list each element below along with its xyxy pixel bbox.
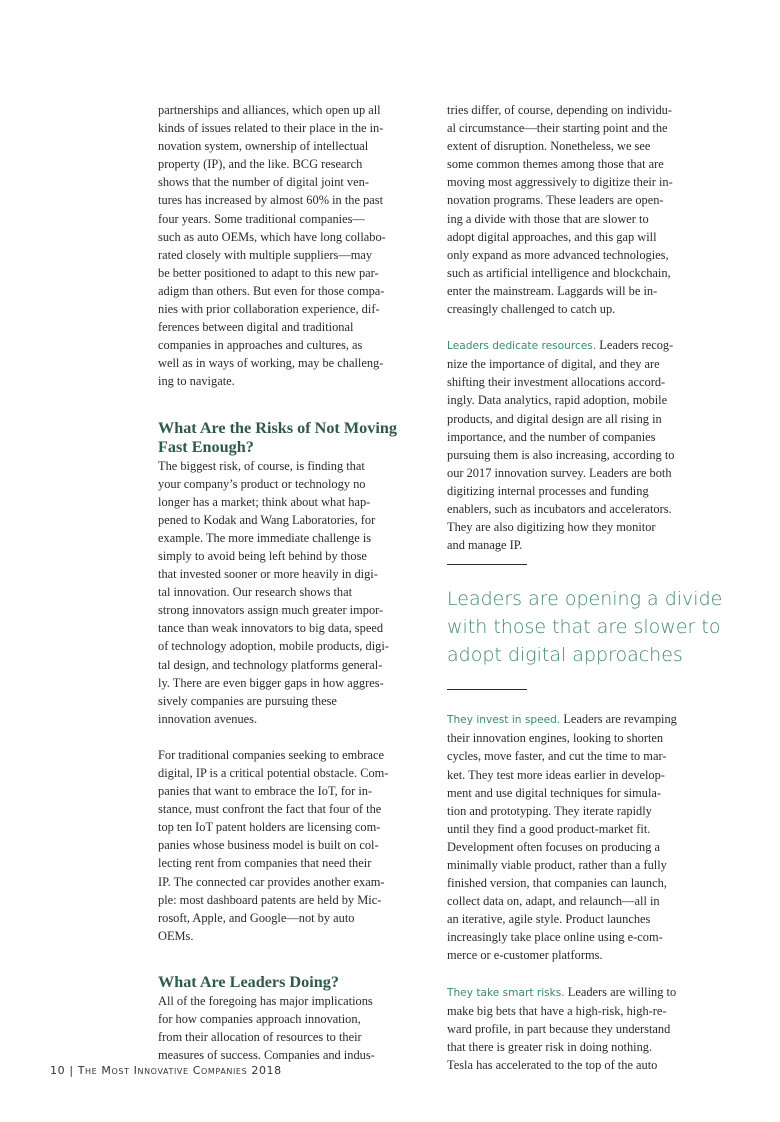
text-line: nies with prior collaboration experience, dif- xyxy=(158,302,380,317)
body-paragraph xyxy=(158,746,430,945)
text-line: cycles, move faster, and cut the time to mar- xyxy=(447,749,667,764)
text-line: with those that are slower to xyxy=(447,616,721,639)
text-line: property (IP), and the like. BCG research xyxy=(158,157,363,172)
text-line: tures has increased by almost 60% in the past xyxy=(158,193,384,208)
text-line: tal innovation. Our research shows that xyxy=(158,585,353,600)
body-paragraph xyxy=(447,1002,721,1074)
text-line: minimally viable product, rather than a fully xyxy=(447,858,667,872)
text-line: stance, must confront the fact that four of the xyxy=(158,802,382,817)
text-line: only expand as more advanced technologies, xyxy=(447,247,669,262)
text-line: longer has a market; think about what hap- xyxy=(158,494,371,509)
text-line: Tesla has accelerated to the top of the auto xyxy=(447,1057,658,1072)
text-line: example. The more immediate challenge is xyxy=(158,530,372,545)
text-line: What Are the Risks of Not Moving xyxy=(158,418,397,437)
body-paragraph xyxy=(158,457,430,728)
lead-in-risks: They take smart risks. xyxy=(447,986,565,999)
text-line: innovation avenues. xyxy=(158,711,258,726)
text-line: shifting their investment allocations accord- xyxy=(447,375,666,390)
lead-line xyxy=(447,336,721,355)
text-line: ward profile, in part because they understand xyxy=(447,1021,671,1036)
text-line: pursuing them is also increasing, according to xyxy=(447,447,675,462)
text-line: digitizing internal processes and funding xyxy=(447,483,649,498)
text-line: Fast Enough? xyxy=(158,437,254,456)
text-line: well as in ways of working, may be challeng- xyxy=(158,356,384,371)
text-line: novation programs. These leaders are open- xyxy=(447,193,664,208)
text-line: tries differ, of course, depending on individu- xyxy=(447,103,673,117)
text-line: OEMs. xyxy=(158,928,194,943)
text-line: four years. Some traditional companies— xyxy=(158,211,365,226)
text-line: collect data on, adapt, and relaunch—all in xyxy=(447,894,660,909)
text-line: adopt digital approaches xyxy=(447,644,683,667)
text-line: lecting rent from companies that need their xyxy=(158,856,372,871)
text-line: their innovation engines, looking to shorten xyxy=(447,731,664,746)
text-line: some common themes among those that are xyxy=(447,157,664,172)
text-line: ferences between digital and traditional xyxy=(158,320,354,335)
text-line: finished version, that companies can launch, xyxy=(447,876,667,891)
text-line: Leaders are opening a divide xyxy=(447,588,723,611)
footer-separator: | xyxy=(69,1064,74,1077)
text-line: from their allocation of resources to their xyxy=(158,1030,362,1045)
body-paragraph xyxy=(447,355,721,554)
text-line: measures of success. Companies and indus- xyxy=(158,1048,375,1063)
text-line: enter the mainstream. Laggards will be in- xyxy=(447,283,658,298)
text-line: panies that want to embrace the IoT, for in- xyxy=(158,784,373,799)
text-line: strong innovators assign much greater impor- xyxy=(158,603,384,618)
text-line: that invested sooner or more heavily in digi- xyxy=(158,567,378,582)
section-heading-leaders xyxy=(158,973,430,992)
lead-in-resources: Leaders dedicate resources. xyxy=(447,340,597,353)
publication-title: The Most Innovative Companies 2018 xyxy=(77,1064,282,1077)
text-line: al circumstance—their starting point and the xyxy=(447,121,668,136)
text-line: and manage IP. xyxy=(447,538,523,553)
text-line: that there is greater risk in doing nothing. xyxy=(447,1039,653,1054)
text-line: digital, IP is a critical potential obstacle. Com- xyxy=(158,766,389,780)
text-line: an iterative, agile style. Product launches xyxy=(447,912,651,927)
text-line: your company’s product or technology no xyxy=(158,476,366,491)
text-line: for how companies approach innovation, xyxy=(158,1012,361,1027)
text-line: sively companies are pursuing these xyxy=(158,693,337,708)
text-line: our 2017 innovation survey. Leaders are both xyxy=(447,465,672,480)
text-line: such as artificial intelligence and blockchain, xyxy=(447,265,671,280)
text-line: be better positioned to adapt to this new par- xyxy=(158,265,379,280)
text-line: kinds of issues related to their place in the in- xyxy=(158,121,384,136)
text-line: IP. The connected car provides another exam- xyxy=(158,874,385,889)
text-line: make big bets that have a high-risk, high-re- xyxy=(447,1003,667,1018)
text-line: of technology adoption, mobile products, digi- xyxy=(158,639,389,654)
lead-in-speed: They invest in speed. xyxy=(447,714,561,727)
text-line: ket. They test more ideas earlier in develop- xyxy=(447,767,665,782)
lead-line-text: Leaders are willing to xyxy=(564,984,677,999)
lead-line-text: Leaders recog- xyxy=(596,338,674,353)
text-line: rosoft, Apple, and Google—not by auto xyxy=(158,910,355,925)
page-footer xyxy=(50,1064,282,1077)
text-line: until they find a good product-market fit. xyxy=(447,821,651,836)
text-line: products, and digital design are all rising in xyxy=(447,411,662,426)
body-paragraph xyxy=(158,101,430,391)
text-line: creasingly challenged to catch up. xyxy=(447,302,616,317)
text-line: For traditional companies seeking to embrace xyxy=(158,747,385,762)
text-line: What Are Leaders Doing? xyxy=(158,972,339,991)
text-line: ly. There are even bigger gaps in how aggres- xyxy=(158,675,384,690)
text-line: They are also digitizing how they monitor xyxy=(447,520,656,535)
text-line: increasingly take place online using e-com- xyxy=(447,930,663,945)
right-column xyxy=(447,101,721,1074)
text-line: The biggest risk, of course, is finding that xyxy=(158,458,365,473)
text-line: All of the foregoing has major implications xyxy=(158,993,373,1008)
text-line: simply to avoid being left behind by those xyxy=(158,548,367,563)
text-line: shows that the number of digital joint ven- xyxy=(158,175,369,190)
text-line: Development often focuses on producing a xyxy=(447,839,660,854)
text-line: ple: most dashboard patents are held by Mic- xyxy=(158,892,382,907)
text-line: panies whose business model is built on col- xyxy=(158,838,379,853)
text-line: tion and prototyping. They iterate rapidly xyxy=(447,803,652,818)
text-line: nize the importance of digital, and they are xyxy=(447,357,660,372)
section-heading-risks xyxy=(158,419,430,457)
text-line: enablers, such as incubators and accelerators. xyxy=(447,501,672,516)
left-column xyxy=(158,101,430,1064)
text-line: rated closely with multiple suppliers—may xyxy=(158,247,373,262)
text-line: partnerships and alliances, which open up all xyxy=(158,103,381,117)
text-line: companies in approaches and cultures, as xyxy=(158,338,363,353)
lead-line xyxy=(447,710,721,729)
body-paragraph xyxy=(447,729,721,964)
text-line: tance than weak innovators to big data, speed xyxy=(158,621,384,636)
text-line: moving most aggressively to digitize their in- xyxy=(447,175,673,190)
text-line: adopt digital approaches, and this gap will xyxy=(447,229,657,244)
lead-line xyxy=(447,983,721,1002)
text-line: ing a divide with those that are slower to xyxy=(447,211,649,226)
text-line: such as auto OEMs, which have long collabo- xyxy=(158,229,386,244)
text-line: ment and use digital techniques for simula- xyxy=(447,785,662,800)
text-line: adigm than others. But even for those compa- xyxy=(158,283,385,298)
body-paragraph xyxy=(447,101,721,318)
pull-quote xyxy=(447,585,721,669)
text-line: merce or e-customer platforms. xyxy=(447,948,603,963)
text-line: importance, and the number of companies xyxy=(447,429,656,444)
body-paragraph xyxy=(158,992,430,1064)
lead-line-text: Leaders are revamping xyxy=(560,712,677,727)
text-line: extent of disruption. Nonetheless, we see xyxy=(447,139,651,154)
text-line: ingly. Data analytics, rapid adoption, mobile xyxy=(447,393,668,408)
page-number: 10 xyxy=(50,1064,66,1077)
text-line: tal design, and technology platforms general- xyxy=(158,657,383,672)
text-line: top ten IoT patent holders are licensing com- xyxy=(158,820,381,835)
text-line: novation system, ownership of intellectual xyxy=(158,139,369,154)
text-line: pened to Kodak and Wang Laboratories, for xyxy=(158,512,376,527)
text-line: ing to navigate. xyxy=(158,374,235,389)
